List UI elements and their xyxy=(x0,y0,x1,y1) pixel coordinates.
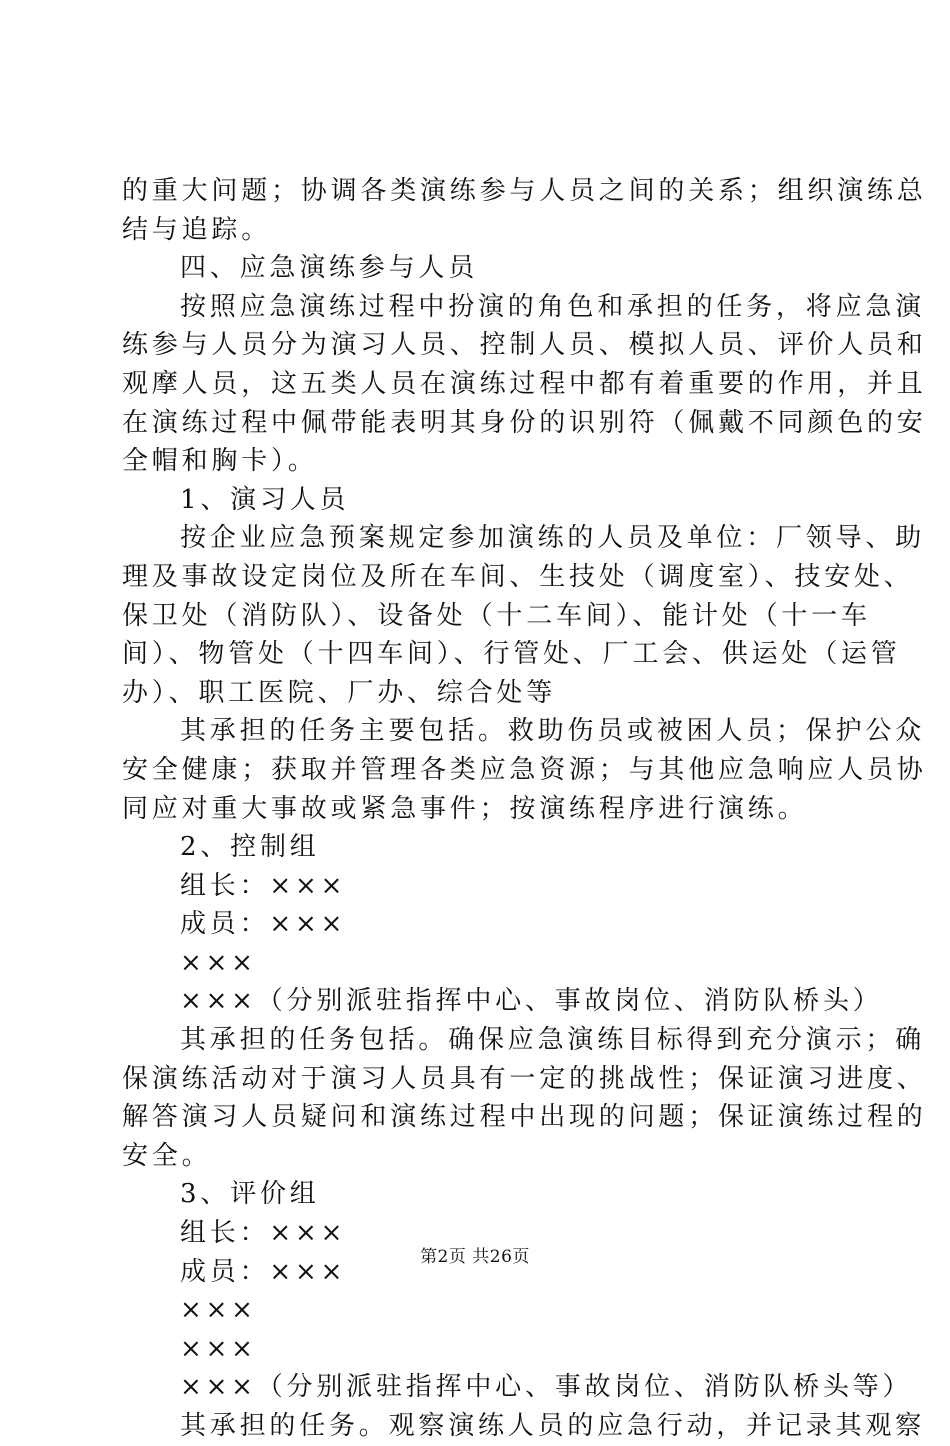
text-line: 安全健康；获取并管理各类应急资源；与其他应急响应人员协 xyxy=(122,754,927,785)
text-line: 四、应急演练参与人员 xyxy=(180,253,479,284)
text-line: ××× xyxy=(180,1295,257,1326)
text-line: 观摩人员，这五类人员在演练过程中都有着重要的作用，并且 xyxy=(122,368,927,399)
text-line: 保卫处（消防队）、设备处（十二车间）、能计处（十一车 xyxy=(122,600,871,631)
text-line: ××× xyxy=(180,947,257,978)
text-line: 办）、职工医院、厂办、综合处等 xyxy=(122,677,557,708)
text-line: 其承担的任务包括。确保应急演练目标得到充分演示；确 xyxy=(180,1025,926,1056)
text-line: 安全。 xyxy=(122,1140,212,1171)
text-line: ×××（分别派驻指挥中心、事故岗位、消防队桥头） xyxy=(180,986,883,1017)
text-line: 2、控制组 xyxy=(180,832,320,863)
text-line: 按企业应急预案规定参加演练的人员及单位：厂领导、助 xyxy=(180,523,926,554)
text-line: 同应对重大事故或紧急事件；按演练程序进行演练。 xyxy=(122,793,808,824)
text-line: 按照应急演练过程中扮演的角色和承担的任务，将应急演 xyxy=(180,291,926,322)
text-line: 解答演习人员疑问和演练过程中出现的问题；保证演练过程的 xyxy=(122,1102,927,1133)
text-line: ×××（分别派驻指挥中心、事故岗位、消防队桥头等） xyxy=(180,1372,913,1403)
text-line: 在演练过程中佩带能表明其身份的识别符（佩戴不同颜色的安 xyxy=(122,407,927,438)
text-line: 其承担的任务。观察演练人员的应急行动，并记录其观察 xyxy=(180,1411,926,1441)
text-line: 练参与人员分为演习人员、控制人员、模拟人员、评价人员和 xyxy=(122,330,927,361)
text-line: 3、评价组 xyxy=(180,1179,320,1210)
text-line: 成员：××× xyxy=(180,909,347,940)
text-line: 间）、物管处（十四车间）、行管处、厂工会、供运处（运管 xyxy=(122,639,901,670)
text-line: 的重大问题；协调各类演练参与人员之间的关系；组织演练总 xyxy=(122,176,927,206)
text-line: 结与追踪。 xyxy=(122,214,272,245)
text-line: ××× xyxy=(180,1333,257,1364)
text-line: 理及事故设定岗位及所在车间、生技处（调度室）、技安处、 xyxy=(122,561,914,592)
text-line: 保演练活动对于演习人员具有一定的挑战性；保证演习进度、 xyxy=(122,1063,927,1094)
text-line: 1、演习人员 xyxy=(180,484,350,515)
text-line: 组长：××× xyxy=(180,870,347,901)
text-line: 其承担的任务主要包括。救助伤员或被困人员；保护公众 xyxy=(180,716,926,747)
text-line: 组长：××× xyxy=(180,1218,347,1249)
text-line: 全帽和胸卡）。 xyxy=(122,446,318,477)
page-footer: 第2页 共26页 xyxy=(420,1247,530,1267)
text-line: 成员：××× xyxy=(180,1256,347,1287)
